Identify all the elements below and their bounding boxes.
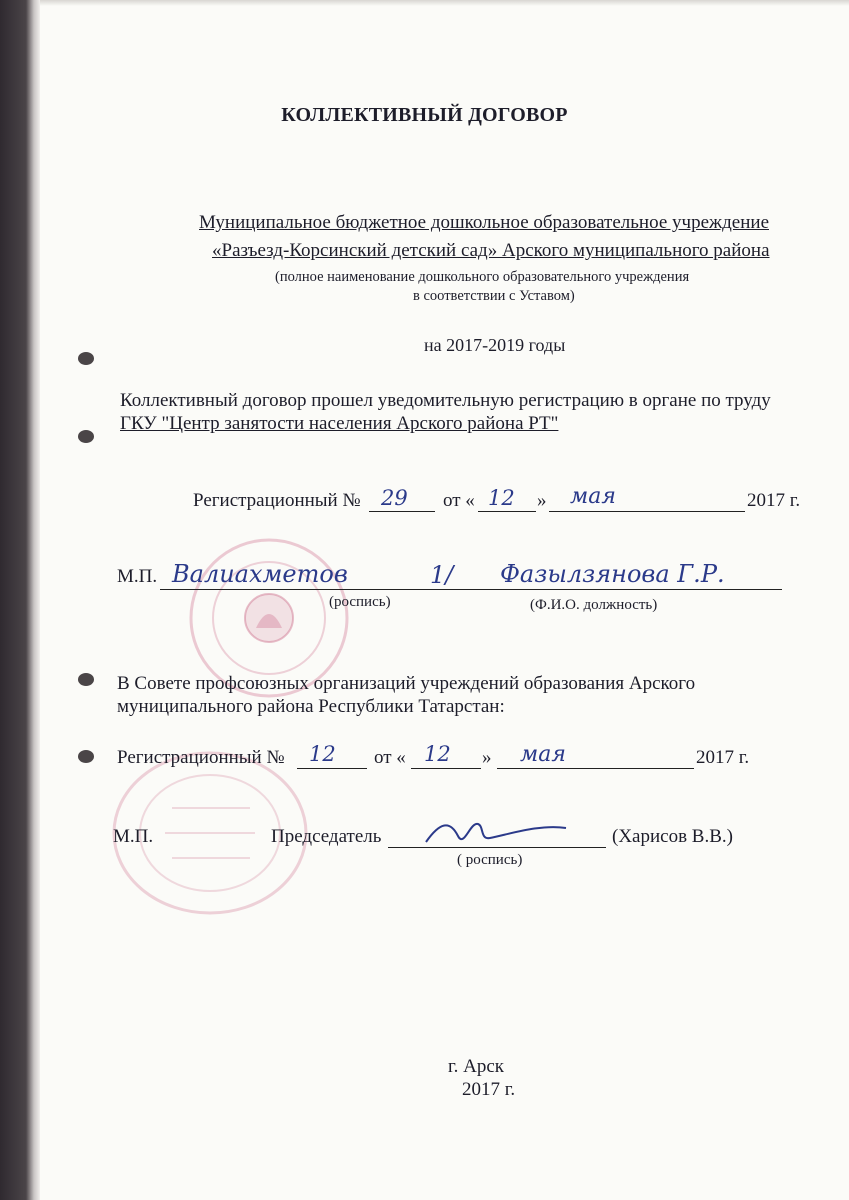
- chairman-signature-caption: ( роспись): [457, 852, 523, 868]
- registration-label: Регистрационный №: [117, 747, 285, 768]
- council-line2: муниципального района Республики Татарстан:: [117, 696, 505, 717]
- scan-edge-top: [40, 0, 849, 6]
- registration-number-line: [297, 768, 367, 769]
- signature-line: [160, 589, 782, 590]
- punch-hole-icon: [78, 352, 94, 365]
- registration-month-handwritten: мая: [570, 484, 616, 509]
- council-line1: В Совете профсоюзных организаций учреждений образования Арского: [117, 673, 696, 694]
- seal-place-label: М.П.: [113, 826, 154, 847]
- registration-close-quote: »: [537, 490, 547, 511]
- footer-city: г. Арск: [448, 1056, 505, 1077]
- contract-period: на 2017-2019 годы: [424, 335, 566, 355]
- handwritten-signature-text: Валиахметов: [172, 560, 348, 588]
- document-title: КОЛЛЕКТИВНЫЙ ДОГОВОР: [281, 104, 568, 126]
- registration-from-label: от «: [374, 747, 406, 768]
- registration-from-label: от «: [443, 490, 475, 511]
- registration-number-handwritten: 29: [381, 486, 408, 510]
- registration-day-line: [478, 511, 536, 512]
- chairman-role: Председатель: [271, 826, 382, 847]
- registration-close-quote: »: [482, 747, 492, 768]
- organization-note-line1: (полное наименование дошкольного образовательного учреждения: [275, 269, 690, 285]
- registration-day-handwritten: 12: [424, 742, 451, 766]
- punch-hole-icon: [78, 430, 94, 443]
- punch-hole-icon: [78, 673, 94, 686]
- registration-day-handwritten: 12: [488, 486, 515, 510]
- registration-label: Регистрационный №: [193, 490, 361, 511]
- signature-caption: (роспись): [329, 594, 391, 610]
- chairman-name: (Харисов В.В.): [612, 826, 733, 847]
- handwritten-mark: 1/: [430, 561, 454, 589]
- registration-year: 2017 г.: [747, 490, 801, 511]
- registration-statement-line1: Коллективный договор прошел уведомительную регистрацию в органе по труду: [120, 390, 771, 411]
- registration-statement-line2: ГКУ "Центр занятости населения Арского района РТ": [120, 413, 559, 434]
- handwritten-signature-icon: [420, 812, 570, 852]
- punch-hole-icon: [78, 750, 94, 763]
- name-caption: (Ф.И.О. должность): [530, 597, 658, 613]
- seal-place-label: М.П.: [117, 566, 158, 587]
- registration-number-handwritten: 12: [309, 742, 336, 766]
- registration-number-line: [369, 511, 435, 512]
- organization-name-line1: Муниципальное бюджетное дошкольное образовательное учреждение: [199, 212, 769, 233]
- organization-note-line2: в соответствии с Уставом): [413, 288, 575, 304]
- handwritten-name: Фазылзянова Г.Р.: [500, 560, 725, 588]
- registration-month-line: [497, 768, 694, 769]
- scan-edge-left: [0, 0, 40, 1200]
- registration-year: 2017 г.: [696, 747, 750, 768]
- registration-month-handwritten: мая: [520, 742, 566, 767]
- registration-day-line: [411, 768, 481, 769]
- registration-month-line: [549, 511, 745, 512]
- organization-name-line2: «Разъезд-Корсинский детский сад» Арского муниципального района: [212, 240, 770, 261]
- footer-year: 2017 г.: [462, 1079, 516, 1100]
